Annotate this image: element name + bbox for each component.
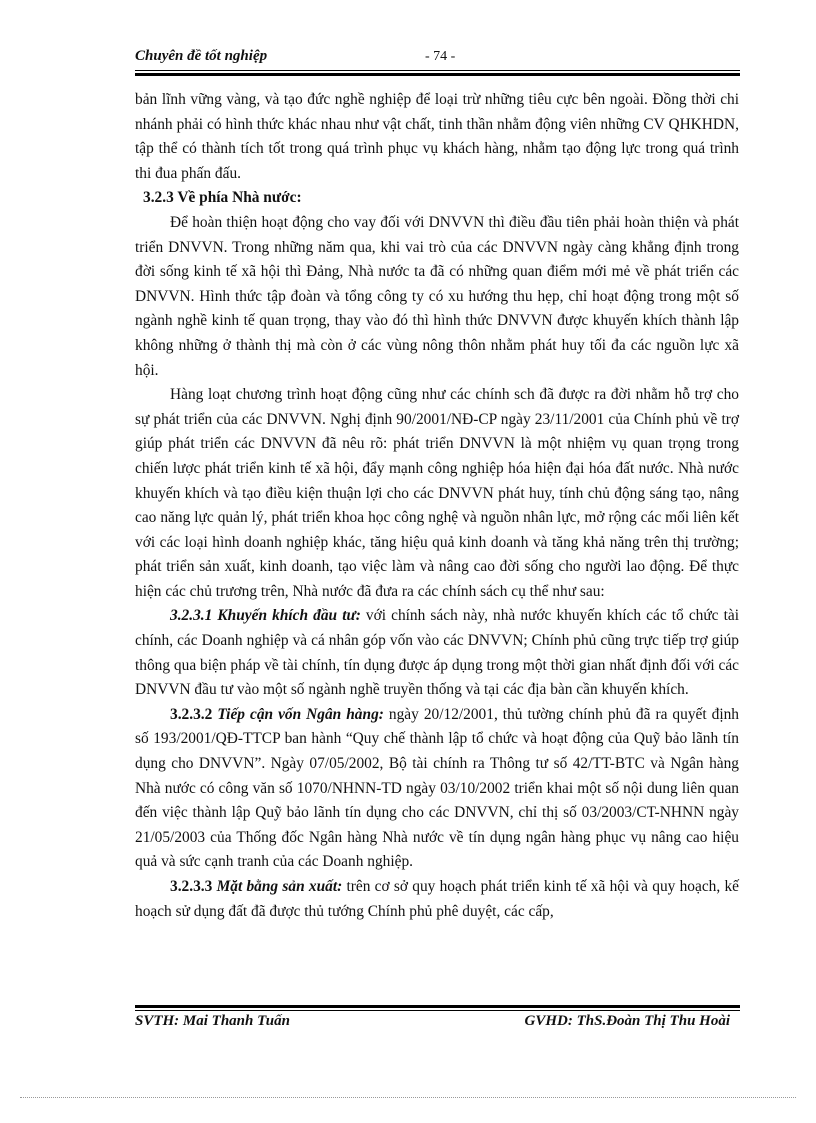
section-heading-3-2-3: 3.2.3 Về phía Nhà nước: [143,189,302,207]
page-bottom-dotted-line [20,1097,796,1099]
footer-rule-thin [135,1010,740,1011]
header-rule-thick [135,73,740,76]
subsection-3-2-3-3-number: 3.2.3.3 [170,878,217,895]
subsection-3-2-3-3-text: trên cơ sở quy hoạch phát triển kinh tế xã hội và quy hoạch, kế hoạch sử dụng đất đã được thủ tướng Chính phủ phê duyệt, các cấp, [135,878,739,920]
footer-advisor: GVHD: ThS.Đoàn Thị Thu Hoài [524,1013,730,1029]
header-rule-thin [135,70,740,71]
document-title: Chuyên đề tốt nghiệp [135,48,268,64]
page-footer [135,1013,740,1035]
footer-student: SVTH: Mai Thanh Tuấn [135,1013,290,1029]
subsection-3-2-3-3-label: Mặt bằng sản xuất: [216,878,343,895]
paragraph-3: Hàng loạt chương trình hoạt động cũng như các chính sch đã được ra đời nhằm hỗ trợ cho sự phát triển của các DNVVN. Nghị định 90/2001/NĐ-CP ngày 23/11/2001 của Chính phủ về trợ giúp phát triển các DNVVN đã nêu rõ: phát triển DNVVN là một nhiệm vụ quan trọng trong chiến lược phát triển kinh tế xã hội, đẩy mạnh công nghiệp hóa hiện đại hóa đất nước. Nhà nước khuyến khích và tạo điều kiện thuận lợi cho các DNVVN phát huy, tính chủ động sáng tạo, nâng cao năng lực quản lý, phát triển khoa học công nghệ và nguồn nhân lực, mở rộng các mối liên kết với các loại hình doanh nghiệp khác, tăng hiệu quả kinh doanh và tăng khả năng trên thị trường; phát triển sản xuất, kinh doanh, tạo việc làm và nâng cao đời sống cho người lao động. Để thực hiện các chủ trương trên, Nhà nước đã đưa ra các chính sách cụ thể như sau: [135,386,739,600]
subsection-3-2-3-2-number: 3.2.3.2 [170,705,218,723]
subsection-3-2-3-1-label: 3.2.3.1 Khuyến khích đầu tư: [170,607,361,625]
footer-rule-thick [135,1005,740,1008]
subsection-3-2-3-1-text: với chính sách này, nhà nước khuyến khích các tổ chức tài chính, các Doanh nghiệp và cá nhân góp vốn vào các DNVVN; Chính phủ cũng trực tiếp trợ giúp thông qua biện pháp về tài chính, tín dụng được áp dụng trong một thời gian nhất định đối với các DNVVN đầu tư vào một số ngành nghề truyền thống và tại các địa bàn cần khuyến khích. [135,607,739,699]
paragraph-1: bản lĩnh vững vàng, và tạo đức nghề nghiệp để loại trừ những tiêu cực bên ngoài. Đồng thời chi nhánh phải có hình thức khác nhau như vật chất, tinh thần nhằm động viên những CV QHKHDN, tập thể có thành tích tốt trong quá trình phục vụ khách hàng, nhằm tạo động lực trong quá trình thi đua phấn đấu. [135,91,739,182]
subsection-3-2-3-3 [135,875,739,924]
subsection-3-2-3-2-text: ngày 20/12/2001, thủ tường chính phủ đã ra quyết định số 193/2001/QĐ-TTCP ban hành “Quy chế thành lập tổ chức và hoạt động của Quỹ bảo lãnh tín dụng cho DNVVN”. Ngày 07/05/2002, Bộ tài chính ra Thông tư số 42/TT-BTC và Ngân hàng Nhà nước có công văn số 1070/NHNN-TD ngày 03/10/2002 triển khai một số nội dung liên quan đến việc thành lập Quỹ bảo lãnh tín dụng cho các DNVVN, chỉ thị số 03/2003/CT-NHNN ngày 21/05/2003 của Thống đốc Ngân hàng Nhà nước về tín dụng ngân hàng phục vụ nâng cao hiệu quả và sức cạnh tranh của các Doanh nghiệp. [135,705,739,871]
page-header [135,46,740,68]
subsection-3-2-3-2 [135,703,739,875]
page-body [135,88,739,924]
page-number: - 74 - [425,49,456,64]
subsection-3-2-3-2-label: Tiếp cận vốn Ngân hàng: [217,705,384,723]
subsection-3-2-3-1 [135,604,739,702]
paragraph-2: Để hoàn thiện hoạt động cho vay đối với DNVVN thì điều đầu tiên phải hoàn thiện và phát triển DNVVN. Trong những năm qua, khi vai trò của các DNVVN ngày càng khẳng định trong đời sống kinh tế xã hội thì Đảng, Nhà nước ta đã có những quan điểm mới mẻ về phát triển các DNVVN. Hình thức tập đoàn và tổng công ty có xu hướng thu hẹp, chỉ hoạt động trong một số ngành nghề kinh tế quan trọng, thay vào đó thì hình thức DNVVN được khuyến khích thành lập không những ở thành thị mà còn ở các vùng nông thôn nhằm phát huy tối đa các nguồn lực xã hội. [135,213,739,379]
